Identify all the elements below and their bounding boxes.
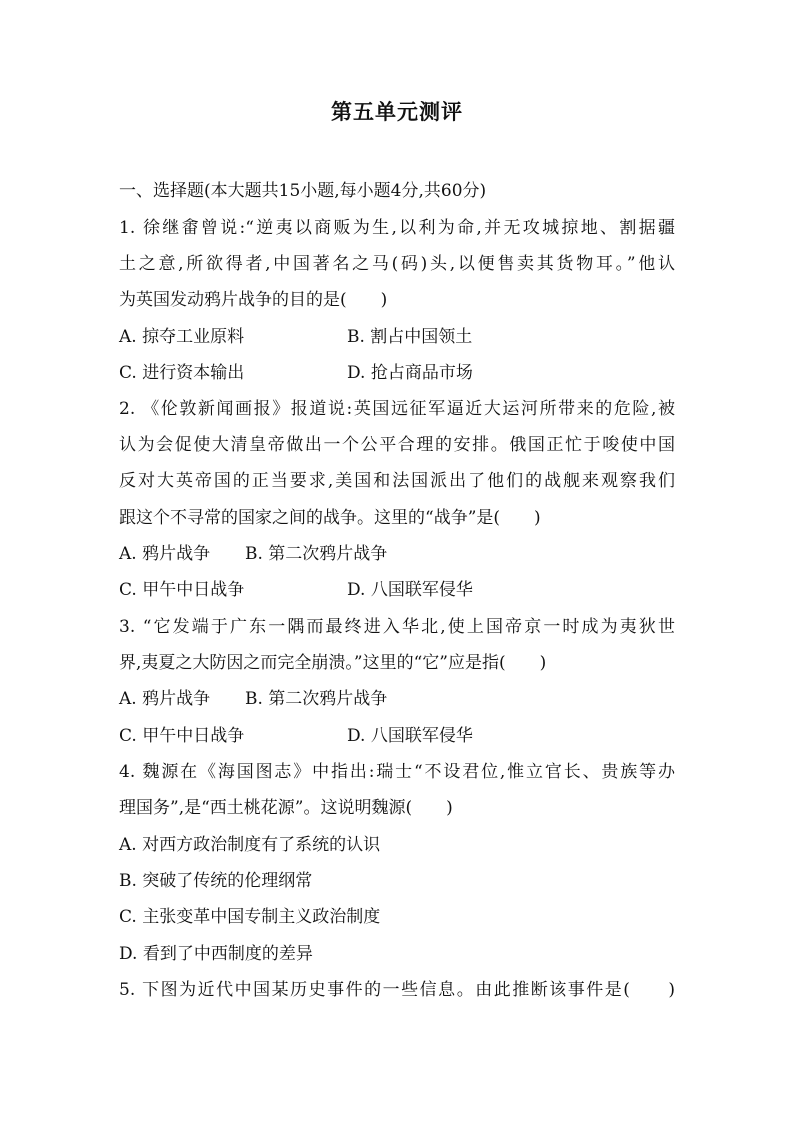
question-4-option-a: A. 对西方政治制度有了系统的认识 bbox=[119, 835, 381, 855]
question-1-option-a: A. 掠夺工业原料 bbox=[119, 327, 245, 347]
question-5-line-1: 5. 下图为近代中国某历史事件的一些信息。由此推断该事件是( ) bbox=[119, 980, 675, 1000]
section-heading: 一、选择题(本大题共15小题,每小题4分,共60分) bbox=[119, 181, 487, 201]
question-4-option-d: D. 看到了中西制度的差异 bbox=[119, 944, 313, 964]
question-4-line-1: 4. 魏源在《海国图志》中指出:瑞士“不设君位,惟立官长、贵族等办 bbox=[119, 762, 675, 782]
question-3-option-a: A. 鸦片战争 bbox=[119, 689, 211, 709]
page-title: 第五单元测评 bbox=[331, 99, 463, 124]
question-1-option-b: B. 割占中国领土 bbox=[347, 327, 473, 347]
question-4-option-b: B. 突破了传统的伦理纲常 bbox=[119, 871, 313, 891]
question-2-line-3: 反对大英帝国的正当要求,美国和法国派出了他们的战舰来观察我们 bbox=[119, 471, 675, 491]
question-2-line-2: 认为会促使大清皇帝做出一个公平合理的安排。俄国正忙于唆使中国 bbox=[119, 435, 675, 455]
question-2-line-1: 2. 《伦敦新闻画报》报道说:英国远征军逼近大运河所带来的危险,被 bbox=[119, 399, 675, 419]
question-2-option-b: B. 第二次鸦片战争 bbox=[245, 544, 388, 564]
question-2-line-4: 跟这个不寻常的国家之间的战争。这里的“战争”是( ) bbox=[119, 508, 541, 528]
question-4-option-c: C. 主张变革中国专制主义政治制度 bbox=[119, 907, 381, 927]
question-2-option-c: C. 甲午中日战争 bbox=[119, 580, 245, 600]
question-3-option-c: C. 甲午中日战争 bbox=[119, 726, 245, 746]
question-4-line-2: 理国务”,是“西土桃花源”。这说明魏源( ) bbox=[119, 798, 453, 818]
question-1-line-2: 土之意,所欲得者,中国著名之马(码)头,以便售卖其货物耳。”他认 bbox=[119, 254, 675, 274]
question-3-option-d: D. 八国联军侵华 bbox=[347, 726, 473, 746]
question-1-line-3: 为英国发动鸦片战争的目的是( ) bbox=[119, 290, 388, 310]
question-1-line-1: 1. 徐继畬曾说:“逆夷以商贩为生,以利为命,并无攻城掠地、割据疆 bbox=[119, 218, 675, 238]
question-1-option-d: D. 抢占商品市场 bbox=[347, 363, 473, 383]
question-2-option-d: D. 八国联军侵华 bbox=[347, 580, 473, 600]
question-1-option-c: C. 进行资本输出 bbox=[119, 363, 245, 383]
question-3-line-2: 界,夷夏之大防因之而完全崩溃。”这里的“它”应是指( ) bbox=[119, 653, 547, 673]
question-2-option-a: A. 鸦片战争 bbox=[119, 544, 211, 564]
question-3-option-b: B. 第二次鸦片战争 bbox=[245, 689, 388, 709]
question-3-line-1: 3. “它发端于广东一隅而最终进入华北,使上国帝京一时成为夷狄世 bbox=[119, 617, 675, 637]
